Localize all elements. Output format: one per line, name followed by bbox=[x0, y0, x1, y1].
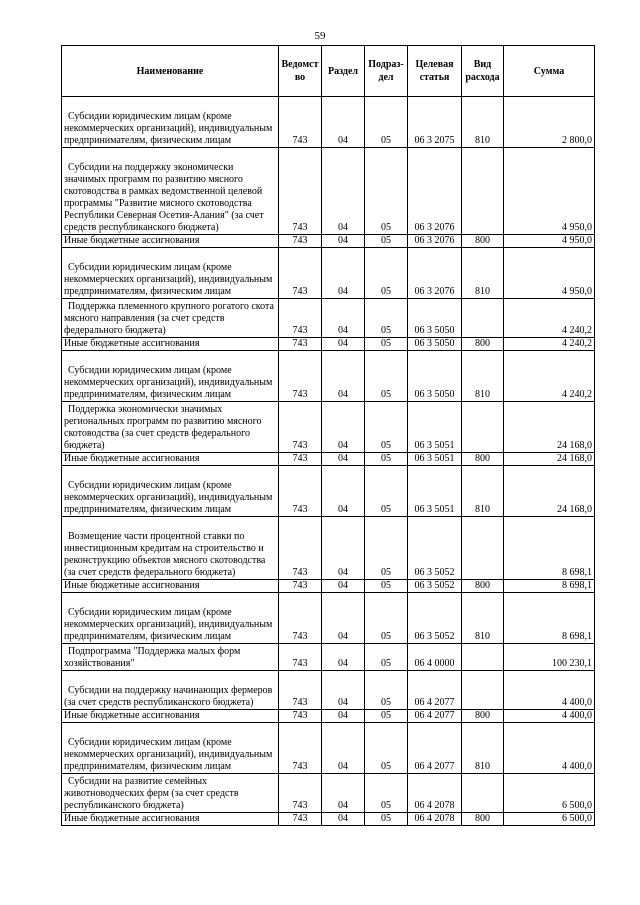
cell-podrazdel: 05 bbox=[365, 774, 408, 813]
cell-razdel: 04 bbox=[322, 593, 365, 644]
table-row bbox=[62, 671, 595, 710]
cell-name: Субсидии юридическим лицам (кроме некоммерческих организаций), индивидуальным предпринимателям, физическим лицам bbox=[62, 593, 279, 644]
cell-name: Иные бюджетные ассигнования bbox=[62, 235, 279, 248]
cell-podrazdel: 05 bbox=[365, 402, 408, 453]
col-header-podrazdel: Подраз- дел bbox=[365, 46, 408, 97]
cell-razdel: 04 bbox=[322, 299, 365, 338]
cell-target: 06 4 2078 bbox=[408, 813, 462, 826]
cell-podrazdel: 05 bbox=[365, 671, 408, 710]
cell-sum: 6 500,0 bbox=[504, 813, 595, 826]
cell-target: 06 3 5052 bbox=[408, 517, 462, 580]
cell-target: 06 4 0000 bbox=[408, 644, 462, 671]
cell-podrazdel: 05 bbox=[365, 593, 408, 644]
table-row bbox=[62, 148, 595, 235]
table-row bbox=[62, 517, 595, 580]
cell-target: 06 4 2077 bbox=[408, 671, 462, 710]
cell-vid: 810 bbox=[462, 248, 504, 299]
table-row bbox=[62, 593, 595, 644]
cell-sum: 24 168,0 bbox=[504, 402, 595, 453]
table-row bbox=[62, 402, 595, 453]
cell-target: 06 3 2076 bbox=[408, 235, 462, 248]
cell-ved: 743 bbox=[279, 710, 322, 723]
cell-ved: 743 bbox=[279, 517, 322, 580]
table-row bbox=[62, 235, 595, 248]
cell-target: 06 3 5051 bbox=[408, 466, 462, 517]
col-header-target: Целевая статья bbox=[408, 46, 462, 97]
cell-razdel: 04 bbox=[322, 671, 365, 710]
cell-target: 06 3 2075 bbox=[408, 97, 462, 148]
cell-vid bbox=[462, 402, 504, 453]
cell-name: Иные бюджетные ассигнования bbox=[62, 710, 279, 723]
cell-sum: 4 400,0 bbox=[504, 710, 595, 723]
cell-razdel: 04 bbox=[322, 351, 365, 402]
cell-vid bbox=[462, 671, 504, 710]
cell-podrazdel: 05 bbox=[365, 248, 408, 299]
cell-target: 06 3 5050 bbox=[408, 338, 462, 351]
cell-vid bbox=[462, 299, 504, 338]
cell-target: 06 3 5052 bbox=[408, 580, 462, 593]
cell-name: Субсидии на поддержку начинающих фермеров (за счет средств республиканского бюджета) bbox=[62, 671, 279, 710]
cell-razdel: 04 bbox=[322, 517, 365, 580]
cell-vid: 800 bbox=[462, 235, 504, 248]
cell-target: 06 3 2076 bbox=[408, 148, 462, 235]
cell-sum: 24 168,0 bbox=[504, 453, 595, 466]
table-row bbox=[62, 351, 595, 402]
cell-vid: 800 bbox=[462, 813, 504, 826]
cell-sum: 8 698,1 bbox=[504, 517, 595, 580]
cell-sum: 4 240,2 bbox=[504, 299, 595, 338]
cell-vid: 810 bbox=[462, 723, 504, 774]
cell-razdel: 04 bbox=[322, 402, 365, 453]
cell-name: Иные бюджетные ассигнования bbox=[62, 338, 279, 351]
cell-vid: 800 bbox=[462, 710, 504, 723]
cell-razdel: 04 bbox=[322, 774, 365, 813]
cell-podrazdel: 05 bbox=[365, 338, 408, 351]
cell-sum: 4 240,2 bbox=[504, 338, 595, 351]
cell-vid: 810 bbox=[462, 97, 504, 148]
cell-ved: 743 bbox=[279, 813, 322, 826]
cell-vid: 810 bbox=[462, 466, 504, 517]
cell-podrazdel: 05 bbox=[365, 710, 408, 723]
cell-ved: 743 bbox=[279, 402, 322, 453]
cell-target: 06 3 5050 bbox=[408, 299, 462, 338]
cell-vid bbox=[462, 774, 504, 813]
cell-podrazdel: 05 bbox=[365, 351, 408, 402]
cell-razdel: 04 bbox=[322, 148, 365, 235]
cell-target: 06 4 2077 bbox=[408, 710, 462, 723]
cell-ved: 743 bbox=[279, 338, 322, 351]
cell-target: 06 4 2078 bbox=[408, 774, 462, 813]
cell-vid: 800 bbox=[462, 338, 504, 351]
cell-name: Субсидии юридическим лицам (кроме некоммерческих организаций), индивидуальным предпринимателям, физическим лицам bbox=[62, 97, 279, 148]
cell-name: Поддержка племенного крупного рогатого скота мясного направления (за счет средств федерального бюджета) bbox=[62, 299, 279, 338]
col-header-name: Наименование bbox=[62, 46, 279, 97]
table-row bbox=[62, 774, 595, 813]
cell-razdel: 04 bbox=[322, 453, 365, 466]
cell-ved: 743 bbox=[279, 248, 322, 299]
cell-ved: 743 bbox=[279, 671, 322, 710]
cell-sum: 8 698,1 bbox=[504, 593, 595, 644]
cell-target: 06 3 2076 bbox=[408, 248, 462, 299]
table-row bbox=[62, 248, 595, 299]
col-header-ved: Ведомст во bbox=[279, 46, 322, 97]
cell-name: Субсидии на поддержку экономически значимых программ по развитию мясного скотоводства в рамках ведомственной целевой программы "Развитие мясного скотоводства Республики Северная Осетия-Алания" (за счет средств республиканского бюджета) bbox=[62, 148, 279, 235]
cell-ved: 743 bbox=[279, 148, 322, 235]
table-row bbox=[62, 466, 595, 517]
cell-vid: 800 bbox=[462, 453, 504, 466]
table-row bbox=[62, 453, 595, 466]
cell-podrazdel: 05 bbox=[365, 580, 408, 593]
cell-sum: 4 950,0 bbox=[504, 235, 595, 248]
cell-name: Субсидии на развитие семейных животноводческих ферм (за счет средств республиканского бюджета) bbox=[62, 774, 279, 813]
cell-ved: 743 bbox=[279, 97, 322, 148]
cell-razdel: 04 bbox=[322, 644, 365, 671]
table-body bbox=[62, 97, 595, 826]
cell-name: Подпрограмма "Поддержка малых форм хозяйствования" bbox=[62, 644, 279, 671]
cell-name: Субсидии юридическим лицам (кроме некоммерческих организаций), индивидуальным предпринимателям, физическим лицам bbox=[62, 466, 279, 517]
table-row bbox=[62, 338, 595, 351]
col-header-sum: Сумма bbox=[504, 46, 595, 97]
cell-ved: 743 bbox=[279, 774, 322, 813]
table-row bbox=[62, 813, 595, 826]
cell-podrazdel: 05 bbox=[365, 517, 408, 580]
cell-name: Иные бюджетные ассигнования bbox=[62, 813, 279, 826]
table-row bbox=[62, 580, 595, 593]
cell-podrazdel: 05 bbox=[365, 299, 408, 338]
col-header-razdel: Раздел bbox=[322, 46, 365, 97]
cell-razdel: 04 bbox=[322, 813, 365, 826]
cell-ved: 743 bbox=[279, 593, 322, 644]
cell-ved: 743 bbox=[279, 466, 322, 517]
cell-razdel: 04 bbox=[322, 338, 365, 351]
cell-ved: 743 bbox=[279, 580, 322, 593]
cell-razdel: 04 bbox=[322, 580, 365, 593]
cell-sum: 24 168,0 bbox=[504, 466, 595, 517]
cell-name: Субсидии юридическим лицам (кроме некоммерческих организаций), индивидуальным предпринимателям, физическим лицам bbox=[62, 351, 279, 402]
cell-ved: 743 bbox=[279, 644, 322, 671]
cell-name: Субсидии юридическим лицам (кроме некоммерческих организаций), индивидуальным предпринимателям, физическим лицам bbox=[62, 248, 279, 299]
cell-razdel: 04 bbox=[322, 710, 365, 723]
table-row bbox=[62, 723, 595, 774]
cell-sum: 4 400,0 bbox=[504, 671, 595, 710]
table-row bbox=[62, 299, 595, 338]
budget-table bbox=[61, 45, 595, 826]
cell-name: Иные бюджетные ассигнования bbox=[62, 580, 279, 593]
cell-ved: 743 bbox=[279, 235, 322, 248]
cell-razdel: 04 bbox=[322, 466, 365, 517]
cell-podrazdel: 05 bbox=[365, 813, 408, 826]
cell-vid: 800 bbox=[462, 580, 504, 593]
cell-razdel: 04 bbox=[322, 723, 365, 774]
cell-name: Субсидии юридическим лицам (кроме некоммерческих организаций), индивидуальным предпринимателям, физическим лицам bbox=[62, 723, 279, 774]
cell-sum: 4 240,2 bbox=[504, 351, 595, 402]
cell-vid: 810 bbox=[462, 593, 504, 644]
cell-sum: 6 500,0 bbox=[504, 774, 595, 813]
table-header-row bbox=[62, 46, 595, 97]
cell-ved: 743 bbox=[279, 351, 322, 402]
cell-sum: 4 950,0 bbox=[504, 248, 595, 299]
cell-vid bbox=[462, 644, 504, 671]
cell-razdel: 04 bbox=[322, 97, 365, 148]
cell-sum: 4 950,0 bbox=[504, 148, 595, 235]
cell-ved: 743 bbox=[279, 299, 322, 338]
cell-name: Иные бюджетные ассигнования bbox=[62, 453, 279, 466]
cell-podrazdel: 05 bbox=[365, 723, 408, 774]
cell-podrazdel: 05 bbox=[365, 235, 408, 248]
cell-target: 06 3 5051 bbox=[408, 453, 462, 466]
cell-target: 06 3 5051 bbox=[408, 402, 462, 453]
cell-target: 06 4 2077 bbox=[408, 723, 462, 774]
cell-ved: 743 bbox=[279, 723, 322, 774]
cell-podrazdel: 05 bbox=[365, 644, 408, 671]
table-row bbox=[62, 644, 595, 671]
table-row bbox=[62, 710, 595, 723]
cell-vid: 810 bbox=[462, 351, 504, 402]
cell-name: Поддержка экономически значимых региональных программ по развитию мясного скотоводства (за счет средств федерального бюджета) bbox=[62, 402, 279, 453]
cell-target: 06 3 5052 bbox=[408, 593, 462, 644]
cell-sum: 2 800,0 bbox=[504, 97, 595, 148]
cell-vid bbox=[462, 148, 504, 235]
cell-sum: 8 698,1 bbox=[504, 580, 595, 593]
cell-sum: 4 400,0 bbox=[504, 723, 595, 774]
col-header-vid: Вид расхода bbox=[462, 46, 504, 97]
cell-razdel: 04 bbox=[322, 248, 365, 299]
cell-razdel: 04 bbox=[322, 235, 365, 248]
cell-podrazdel: 05 bbox=[365, 97, 408, 148]
cell-podrazdel: 05 bbox=[365, 148, 408, 235]
cell-vid bbox=[462, 517, 504, 580]
cell-name: Возмещение части процентной ставки по инвестиционным кредитам на строительство и реконструкцию объектов мясного скотоводства (за счет средств федерального бюджета) bbox=[62, 517, 279, 580]
page-number: 59 bbox=[314, 30, 326, 42]
cell-sum: 100 230,1 bbox=[504, 644, 595, 671]
cell-target: 06 3 5050 bbox=[408, 351, 462, 402]
cell-podrazdel: 05 bbox=[365, 466, 408, 517]
table-row bbox=[62, 97, 595, 148]
cell-ved: 743 bbox=[279, 453, 322, 466]
cell-podrazdel: 05 bbox=[365, 453, 408, 466]
